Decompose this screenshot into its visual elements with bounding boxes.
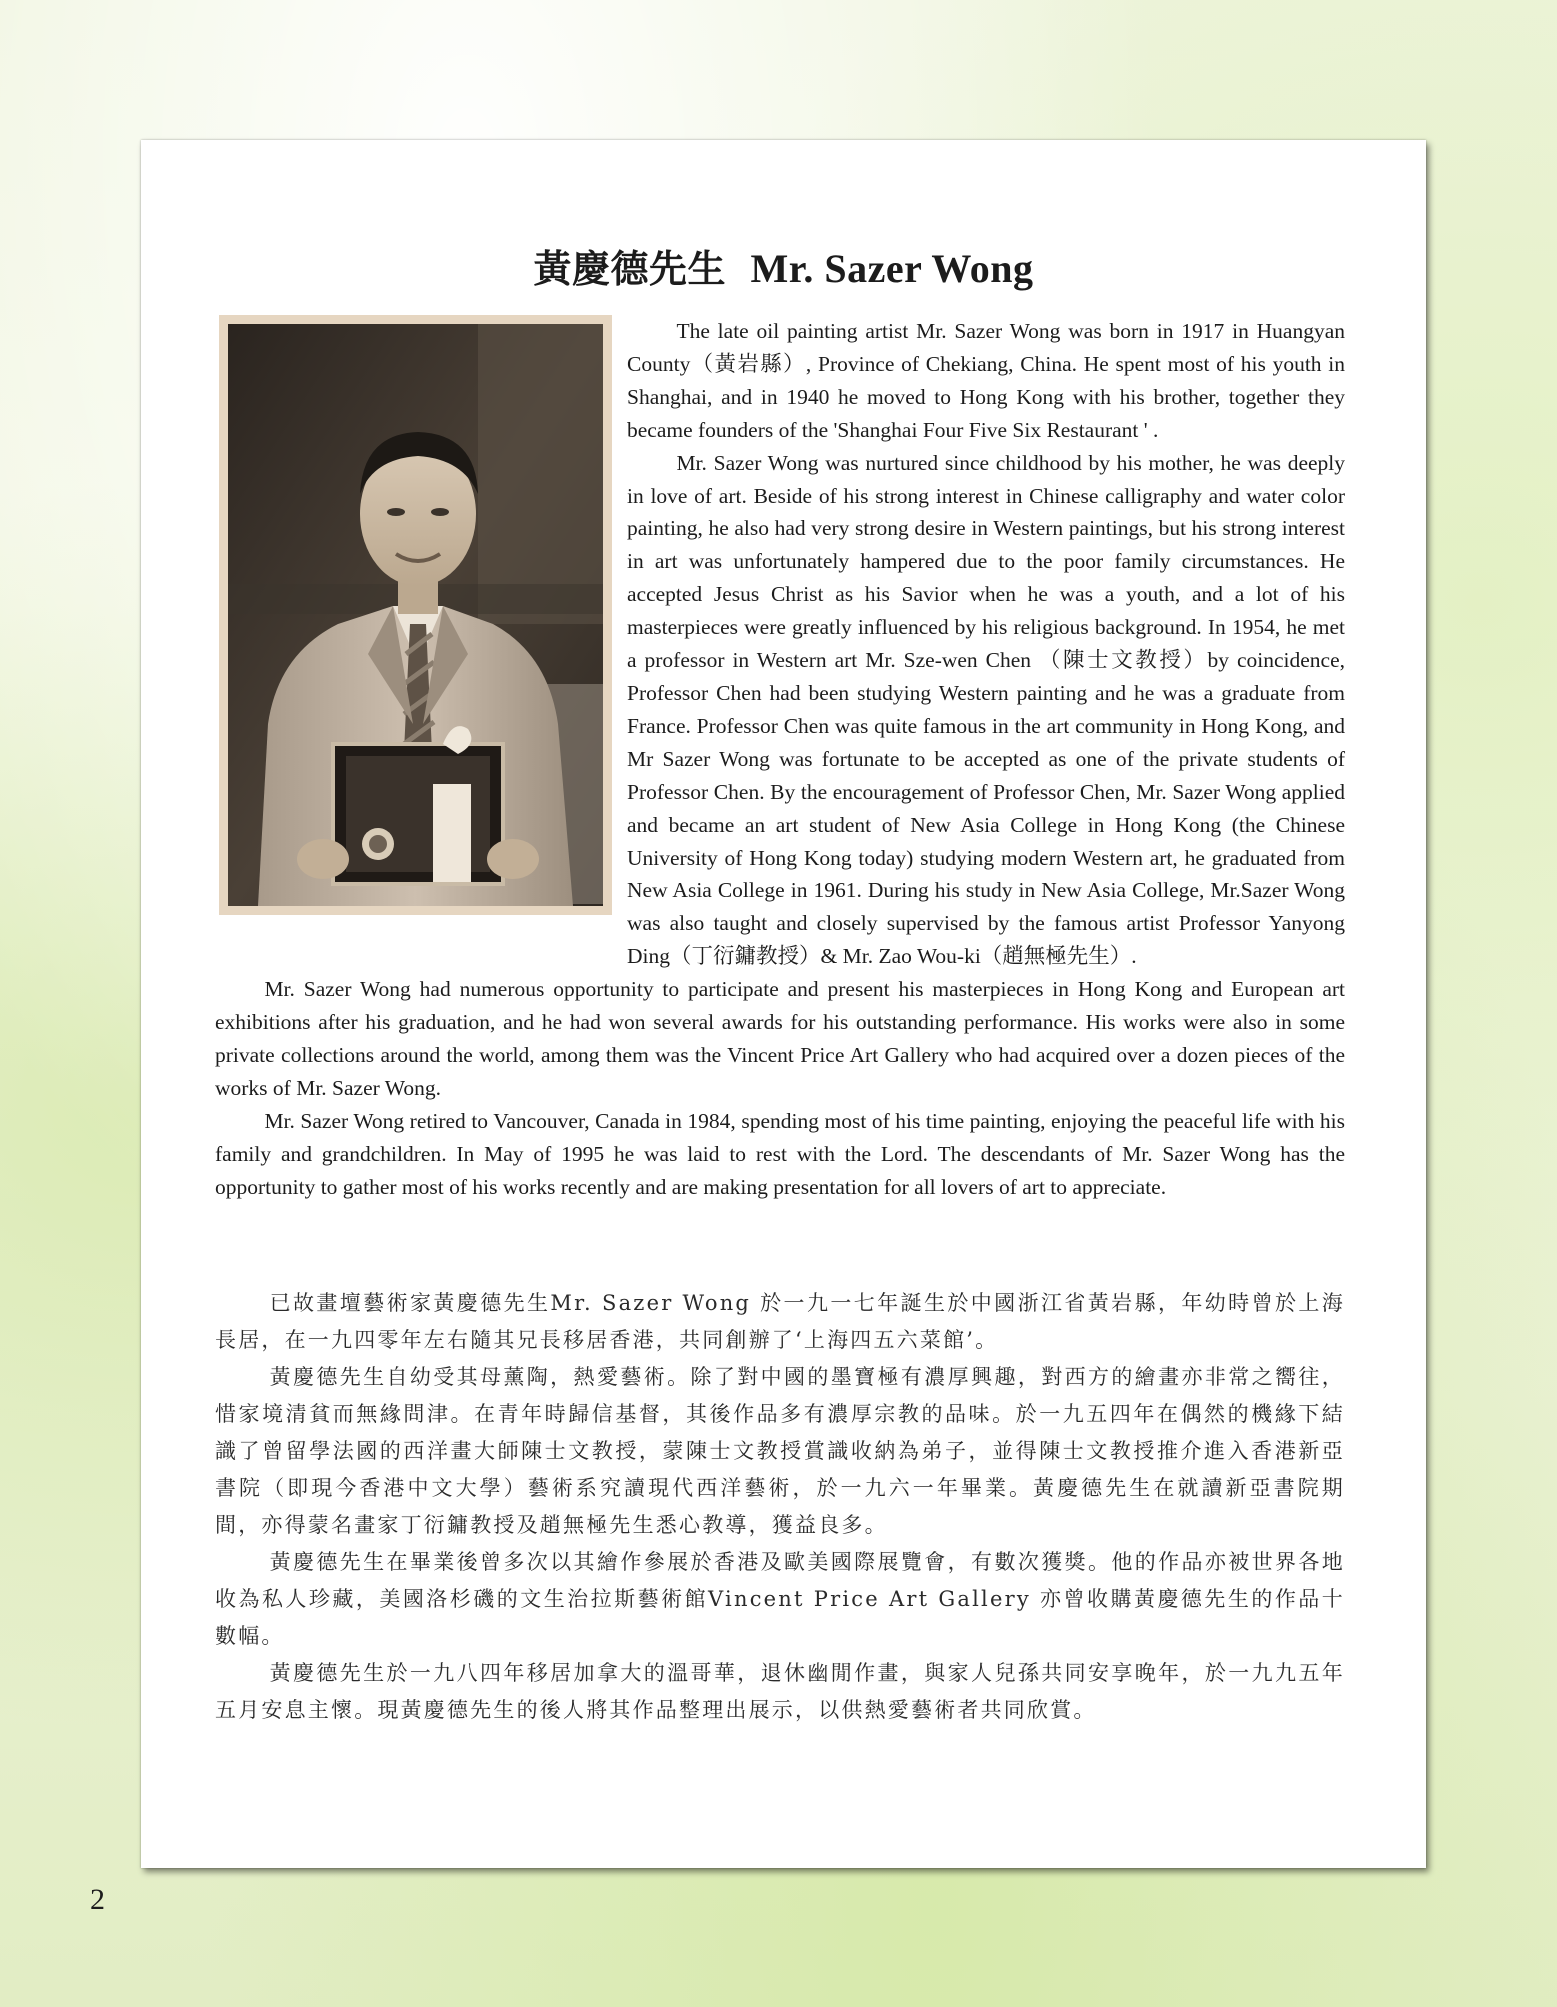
english-paragraph-2: Mr. Sazer Wong was nurtured since childhood by his mother, he was deeply in love of art. Beside of his strong interest in Chinese calligraphy and water color painting, he also had very strong desire in Western paintings, but his strong interest in art was unfortunately hampered due to the poor family circumstances. He accepted Jesus Christ as his Savior when he was a youth, and a lot of his masterpieces were greatly influenced by his religious background. In 1954, he met a professor in Western art Mr. Sze-wen Chen （陳士文教授）by coincidence, Professor Chen had been studying Western painting and he was a graduate from France. Professor Chen was quite famous in the art community in Hong Kong, and Mr Sazer Wong was fortunate to be accepted as one of the private students of Professor Chen. By the encouragement of Professor Chen, Mr. Sazer Wong applied and became an art student of New Asia College in Hong Kong (the Chinese University of Hong Kong today) studying modern Western art, he graduated from New Asia College in 1961. During his study in New Asia College, Mr.Sazer Wong was also taught and closely supervised by the famous artist Professor Yanyong Ding（丁衍鏞教授）& Mr. Zao Wou-ki（趙無極先生）.: [627, 450, 1345, 969]
title-chinese: 黃慶德先生: [533, 246, 727, 291]
english-paragraph-4: Mr. Sazer Wong retired to Vancouver, Canada in 1984, spending most of his time painting, enjoying the peaceful life with his family and grandchildren. In May of 1995 he was laid to rest with the Lord. The descendants of Mr. Sazer Wong has the opportunity to gather most of his works recently and are making presentation for all lovers of art to appreciate.: [215, 1108, 1345, 1199]
english-biography: [215, 315, 1345, 1203]
chinese-biography: [215, 1285, 1345, 1729]
chinese-paragraph-2: 黃慶德先生自幼受其母薰陶，熱愛藝術。除了對中國的墨寶極有濃厚興趣，對西方的繪畫亦非常之嚮往，惜家境清貧而無緣問津。在青年時歸信基督，其後作品多有濃厚宗教的品味。於一九五四年在偶然的機緣下結識了曾留學法國的西洋畫大師陳士文教授，蒙陳士文教授賞識收納為弟子，並得陳士文教授推介進入香港新亞書院（即現今香港中文大學）藝術系究讀現代西洋藝術，於一九六一年畢業。黃慶德先生在就讀新亞書院期間，亦得蒙名畫家丁衍鏞教授及趙無極先生悉心教導，獲益良多。: [215, 1365, 1345, 1537]
chinese-paragraph-4: 黃慶德先生於一九八四年移居加拿大的溫哥華，退休幽閒作畫，與家人兒孫共同安享晚年，於一九九五年五月安息主懷。現黃慶德先生的後人將其作品整理出展示，以供熱愛藝術者共同欣賞。: [215, 1661, 1345, 1722]
chinese-paragraph-1: 已故畫壇藝術家黃慶德先生Mr. Sazer Wong 於一九一七年誕生於中國浙江省黃岩縣，年幼時曾於上海長居，在一九四零年左右隨其兄長移居香港，共同創辦了‘上海四五六菜館’。: [215, 1291, 1345, 1352]
page-title: [141, 245, 1426, 293]
photo-wrap-spacer: [215, 315, 627, 943]
chinese-paragraph-3: 黃慶德先生在畢業後曾多次以其繪作參展於香港及歐美國際展覽會，有數次獲獎。他的作品亦被世界各地收為私人珍藏，美國洛杉磯的文生治拉斯藝術館Vincent Price Art Gallery 亦曾收購黃慶德先生的作品十數幅。: [215, 1550, 1345, 1648]
title-english: Mr. Sazer Wong: [750, 246, 1034, 291]
page-number: 2: [90, 1883, 105, 1916]
english-paragraph-3: Mr. Sazer Wong had numerous opportunity to participate and present his masterpieces in Hong Kong and European art exhibitions after his graduation, and he had won several awards for his outstanding performance. His works were also in some private collections around the world, among them was the Vincent Price Art Gallery who had acquired over a dozen pieces of the works of Mr. Sazer Wong.: [215, 977, 1345, 1100]
page-sheet: [141, 140, 1426, 1868]
english-paragraph-1: The late oil painting artist Mr. Sazer Wong was born in 1917 in Huangyan County（黃岩縣）, Province of Chekiang, China. He spent most of his youth in Shanghai, and in 1940 he moved to Hong Kong with his brother, together they became founders of the 'Shanghai Four Five Six Restaurant ' .: [627, 319, 1345, 442]
